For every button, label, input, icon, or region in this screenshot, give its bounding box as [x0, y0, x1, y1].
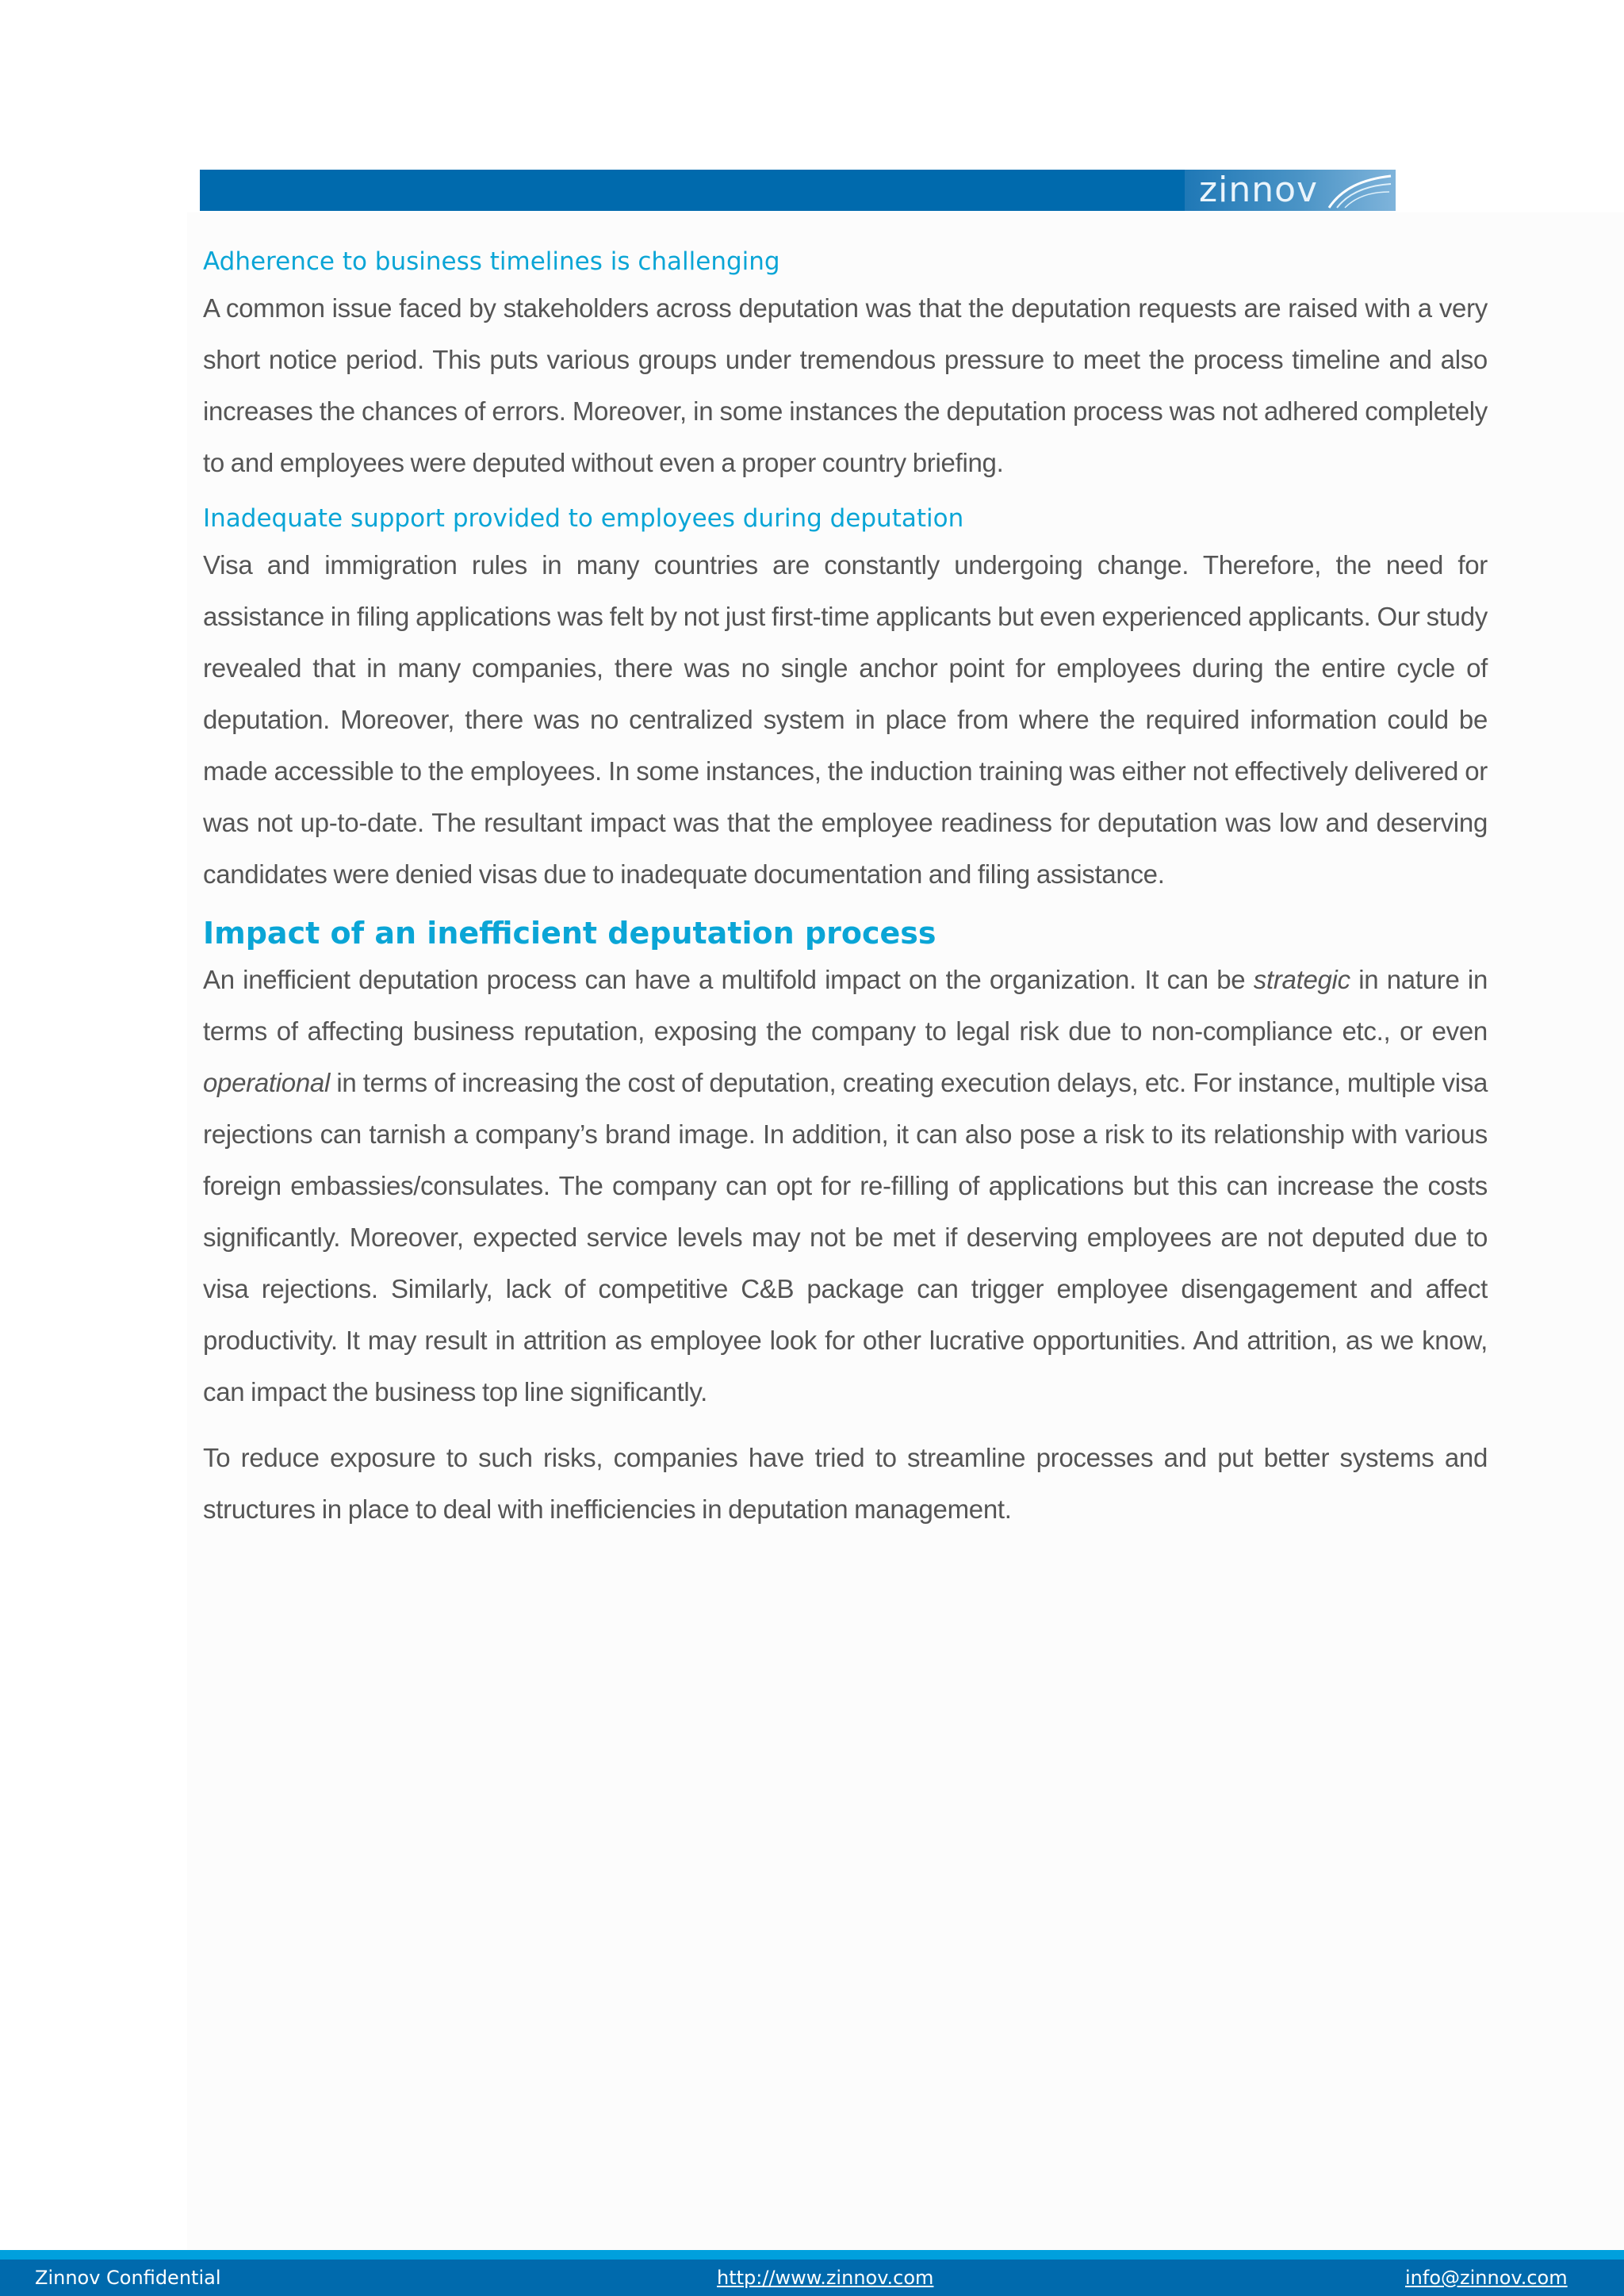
- impact-emphasis: operational: [203, 1068, 330, 1097]
- conclusion-paragraph: To reduce exposure to such risks, companies have tried to streamline processes and put better systems and structures in place to deal with inefficiencies in deputation management.: [203, 1443, 1488, 1524]
- impact-text: in terms of increasing the cost of deputation, creating execution delays, etc. For instance, multiple visa rejections can tarnish a company’s brand image. In addition, it can also pose a risk to its relationship with various foreign embassies/consulates. The company can opt for re-filling of applications but this can increase the costs significantly. Moreover, expected service levels may not be met if deserving employees are not deputed due to visa rejections. Similarly, lack of competitive C&B package can trigger employee disengagement and affect productivity. It may result in attrition as employee look for other lucrative opportunities. And attrition, as we know, can impact the business top line significantly.: [203, 1068, 1488, 1406]
- impact-text: An inefficient deputation process can have a multifold impact on the organization. It can be: [203, 965, 1254, 994]
- footer-website-link[interactable]: http://www.zinnov.com: [717, 2267, 934, 2289]
- section-paragraph: A common issue faced by stakeholders across deputation was that the deputation requests are raised with a very short notice period. This puts various groups under tremendous pressure to meet the process timeline and also increases the chances of errors. Moreover, in some instances the deputation process was not adhered completely to and employees were deputed without even a proper country briefing.: [203, 293, 1488, 477]
- logo-text: zinnov: [1199, 170, 1319, 210]
- zinnov-logo: [1185, 170, 1396, 211]
- document-body: [203, 238, 1488, 1549]
- section-paragraph: Visa and immigration rules in many countries are constantly undergoing change. Therefore, the need for assistance in filing applications was felt by not just first-time applicants but even experienced applicants. Our study revealed that in many companies, there was no single anchor point for employees during the entire cycle of deputation. Moreover, there was no centralized system in place from where the required information could be made accessible to the employees. In some instances, the induction training was either not effectively delivered or was not up-to-date. The resultant impact was that the employee readiness for deputation was low and deserving candidates were denied visas due to inadequate documentation and filing assistance.: [203, 550, 1488, 889]
- footer: [0, 2260, 1624, 2296]
- footer-email-link[interactable]: info@zinnov.com: [1405, 2267, 1568, 2289]
- footer-accent-bar: [0, 2250, 1624, 2260]
- impact-emphasis: strategic: [1253, 965, 1350, 994]
- footer-confidential: Zinnov Confidential: [35, 2267, 221, 2289]
- impact-paragraph: [203, 954, 1488, 1418]
- logo-swoosh-icon: [1326, 173, 1394, 209]
- impact-text: in nature in terms of affecting business reputation, exposing the company to legal risk due to non-compliance etc., or even: [203, 965, 1488, 1046]
- section-heading: Adherence to business timelines is challenging: [203, 247, 780, 276]
- section-heading: Inadequate support provided to employees during deputation: [203, 504, 964, 533]
- impact-heading: Impact of an inefficient deputation process: [203, 916, 936, 951]
